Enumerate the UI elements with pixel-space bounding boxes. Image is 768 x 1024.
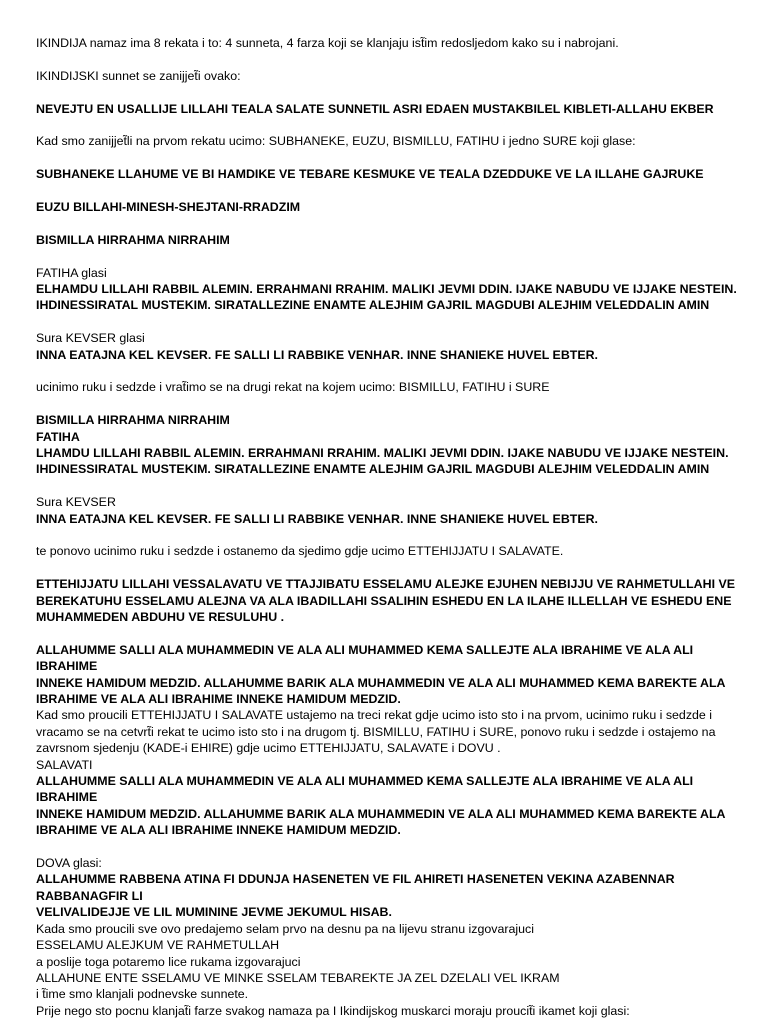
text-line: NEVEJTU EN USALLIJE LILLAHI TEALA SALATE SUNNETIL ASRI EDAEN MUSTAKBILEL KIBLETI-ALLAHU EKBER xyxy=(36,101,714,116)
bismilla-line: BISMILLA HIRRAHMA NIRRAHIM xyxy=(36,413,230,428)
subhaneke-text xyxy=(36,166,744,182)
salavat-line: INNEKE HAMIDUM MEDZID. ALLAHUMME BARIK ALA MUHAMMEDIN VE ALA ALI MUHAMMED KEMA BAREKTE ALA xyxy=(36,675,726,690)
instruction-line: zavrsnom sjedenju (KADE-i EHIRE) gdje ucimo ETTEHIJJATU, SALAVATE i DOVU . xyxy=(36,741,501,756)
text-line: te ponovo ucinimo ruku i sedzde i ostanemo da sjedimo gdje ucimo ETTEHIJJATU I SALAVATE. xyxy=(36,544,564,559)
instruction-line: i t̃ime smo klanjali podnevske sunnete. xyxy=(36,987,249,1002)
ikamet-intro-line: Prije nego sto pocnu klanjat̃i farze svakog namaza pa I Ikindijskog muskarci moraju proucit̃i ikamet koji glasi: xyxy=(36,1003,630,1018)
salavat-line: ALLAHUMME SALLI ALA MUHAMMEDIN VE ALA ALI MUHAMMED KEMA SALLEJTE ALA IBRAHIME VE ALA ALI IBRAHIME xyxy=(36,642,694,674)
sitting-instruction xyxy=(36,543,744,559)
euzu-text xyxy=(36,199,744,215)
fatiha-line: LHAMDU LILLAHI RABBIL ALEMIN. ERRAHMANI RRAHIM. MALIKI JEVMI DDIN. IJAKE NABUDU VE IJJAKE NESTEIN. xyxy=(36,446,729,460)
instruction-line: vracamo se na cetvrt̃i rekat te ucimo isto sto i na drugom tj. BISMILLU, FATIHU i SURE, ponovo ruku i sedzde i ostajemo na xyxy=(36,724,716,739)
salavati-label: SALAVATI xyxy=(36,757,93,772)
dova-section xyxy=(36,855,744,1019)
instruction-line: Kada smo proucili sve ovo predajemo selam prvo na desnu pa na lijevu stranu izgovarajuci xyxy=(36,921,534,936)
kevser-section xyxy=(36,494,744,527)
text-line: BISMILLA HIRRAHMA NIRRAHIM xyxy=(36,232,230,247)
dova-line: ALLAHUMME RABBENA ATINA FI DDUNJA HASENETEN VE FIL AHIRETI HASENETEN VEKINA AZABENNAR RABBANAGFIR LI xyxy=(36,872,675,903)
intention-text xyxy=(36,101,744,117)
ettehijjatu-text xyxy=(36,576,744,625)
sunnet-intention-heading xyxy=(36,68,744,84)
kevser-line: INNA EATAJNA KEL KEVSER. FE SALLI LI RABBIKE VENHAR. INNE SHANIEKE HUVEL EBTER. xyxy=(36,347,598,362)
fatiha-line: IHDINESSIRATAL MUSTEKIM. SIRATALLEZINE ENAMTE ALEJHIM GAJRIL MAGDUBI ALEJHIM VELEDDALIN AMIN xyxy=(36,462,710,477)
text-line: ETTEHIJJATU LILLAHI VESSALAVATU VE TTAJJIBATU ESSELAMU ALEJKE EJUHEN NEBIJJU VE RAHMETULLAHI VE xyxy=(36,577,735,592)
kevser-section xyxy=(36,330,744,363)
text-line: MUHAMMEDEN ABDUHU VE RESULUHU . xyxy=(36,610,285,625)
document-page xyxy=(36,35,744,1019)
text-line: IKINDIJSKI sunnet se zanijjet̃i ovako: xyxy=(36,68,241,83)
fatiha-section xyxy=(36,265,744,314)
text-line: ucinimo ruku i sedzde i vrat̃imo se na drugi rekat na kojem ucimo: BISMILLU, FATIHU i SURE xyxy=(36,380,550,395)
kevser-label: Sura KEVSER glasi xyxy=(36,331,145,346)
text-line: EUZU BILLAHI-MINESH-SHEJTANI-RRADZIM xyxy=(36,199,301,214)
salavat-line: ALLAHUMME SALLI ALA MUHAMMEDIN VE ALA ALI MUHAMMED KEMA SALLEJTE ALA IBRAHIME VE ALA ALI IBRAHIME xyxy=(36,774,694,805)
dova-line: VELIVALIDEJJE VE LIL MUMININE JEVME JEKUMUL HISAB. xyxy=(36,905,392,920)
selam-line: ESSELAMU ALEJKUM VE RAHMETULLAH xyxy=(36,938,280,953)
closing-dua-line: ALLAHUNE ENTE SSELAMU VE MINKE SSELAM TEBAREKTE JA ZEL DZELALI VEL IKRAM xyxy=(36,970,560,985)
second-rekat-instruction xyxy=(36,379,744,395)
text-line: SUBHANEKE LLAHUME VE BI HAMDIKE VE TEBARE KESMUKE VE TEALA DZEDDUKE VE LA ILLAHE GAJRUKE xyxy=(36,167,704,182)
salavat-line: IBRAHIME VE ALA ALI IBRAHIME INNEKE HAMIDUM MEDZID. xyxy=(36,692,401,707)
kevser-label: Sura KEVSER xyxy=(36,495,116,510)
fatiha-line: ELHAMDU LILLAHI RABBIL ALEMIN. ERRAHMANI RRAHIM. MALIKI JEVMI DDIN. IJAKE NABUDU VE IJJAKE NESTEIN. xyxy=(36,281,737,296)
fatiha-line: IHDINESSIRATAL MUSTEKIM. SIRATALLEZINE ENAMTE ALEJHIM GAJRIL MAGDUBI ALEJHIM VELEDDALIN AMIN xyxy=(36,298,710,313)
first-rekat-instruction xyxy=(36,133,744,149)
salavat-line: INNEKE HAMIDUM MEDZID. ALLAHUMME BARIK ALA MUHAMMEDIN VE ALA ALI MUHAMMED KEMA BAREKTE ALA xyxy=(36,806,726,821)
text-line: BEREKATUHU ESSELAMU ALEJNA VA ALA IBADILLAHI SSALIHIN ESHEDU EN LA ILAHE ILLELLAH VE ESHEDU ENE xyxy=(36,593,732,608)
instruction-line: a poslije toga potaremo lice rukama izgovarajuci xyxy=(36,954,301,969)
second-rekat-section xyxy=(36,412,744,478)
kevser-line: INNA EATAJNA KEL KEVSER. FE SALLI LI RABBIKE VENHAR. INNE SHANIEKE HUVEL EBTER. xyxy=(36,511,598,526)
salavati-section xyxy=(36,642,744,839)
fatiha-label: FATIHA glasi xyxy=(36,265,107,280)
intro-paragraph xyxy=(36,35,744,51)
text-line: IKINDIJA namaz ima 8 rekata i to: 4 sunneta, 4 farza koji se klanjaju ist̃im redosljedom kako su i nabrojani. xyxy=(36,36,619,50)
salavat-line: IBRAHIME VE ALA ALI IBRAHIME INNEKE HAMIDUM MEDZID. xyxy=(36,823,401,838)
bismilla-text xyxy=(36,232,744,248)
text-line: Kad smo zanijjet̃li na prvom rekatu ucimo: SUBHANEKE, EUZU, BISMILLU, FATIHU i jedno SURE koji glase: xyxy=(36,134,636,149)
instruction-line: Kad smo proucili ETTEHIJJATU I SALAVATE ustajemo na treci rekat gdje ucimo isto sto i na prvom, ucinimo ruku i sedzde i xyxy=(36,708,713,723)
dova-label: DOVA glasi: xyxy=(36,856,102,871)
fatiha-label: FATIHA xyxy=(36,429,80,444)
